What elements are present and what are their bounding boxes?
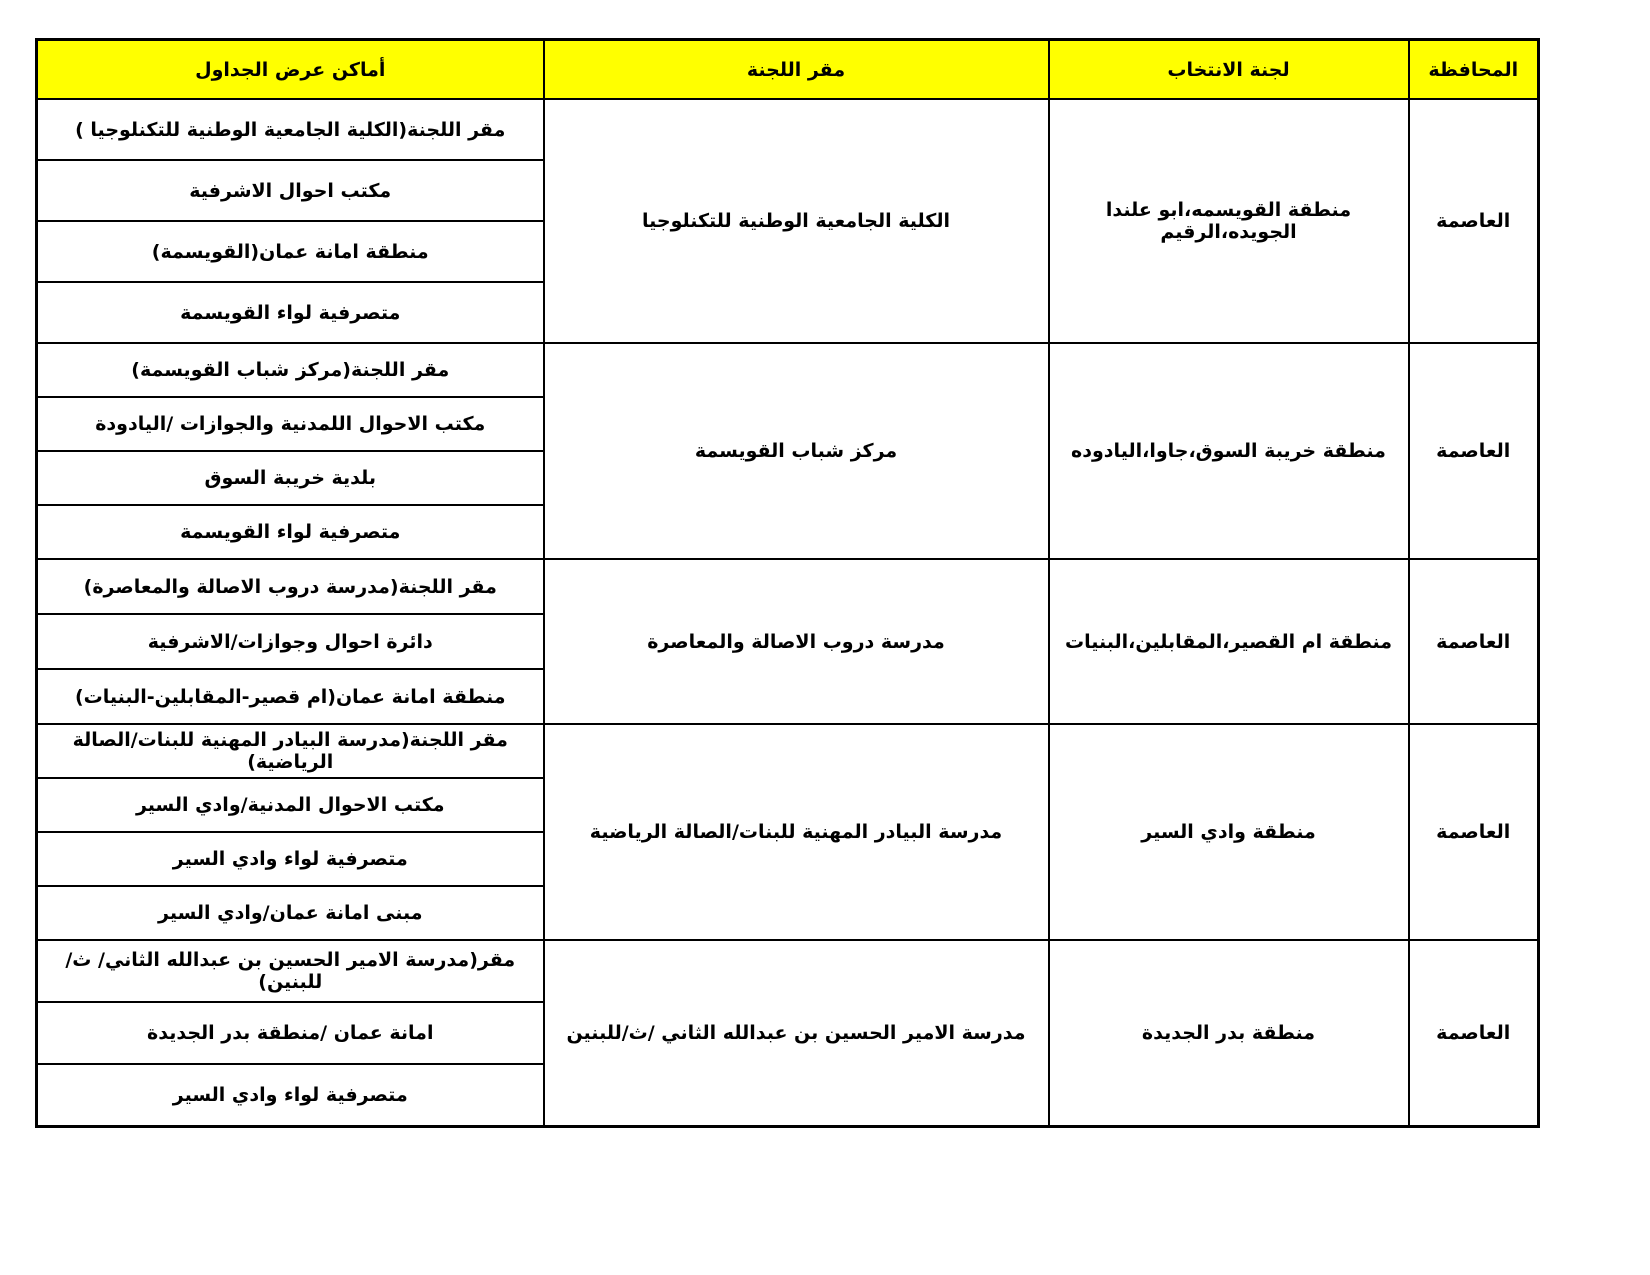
place-cell: مقر(مدرسة الامير الحسين بن عبدالله الثاني/ ث/للبنين) <box>37 940 544 1002</box>
committee-cell: منطقة وادي السير <box>1049 724 1409 940</box>
place-cell: دائرة احوال وجوازات/الاشرفية <box>37 614 544 669</box>
place-cell: مقر اللجنة(الكلية الجامعية الوطنية للتكنلوجيا ) <box>37 99 544 160</box>
header-governorate: المحافظة <box>1409 40 1539 100</box>
place-cell: بلدية خريبة السوق <box>37 451 544 505</box>
header-places: أماكن عرض الجداول <box>37 40 544 100</box>
place-cell: مقر اللجنة(مركز شباب القويسمة) <box>37 343 544 397</box>
table-row <box>37 343 1539 397</box>
header-committee: لجنة الانتخاب <box>1049 40 1409 100</box>
committee-cell: منطقة بدر الجديدة <box>1049 940 1409 1126</box>
place-cell: مقر اللجنة(مدرسة البيادر المهنية للبنات/الصالة الرياضية) <box>37 724 544 778</box>
place-cell: متصرفية لواء وادي السير <box>37 1064 544 1126</box>
governorate-cell: العاصمة <box>1409 559 1539 724</box>
election-schedule-table <box>35 38 1540 1128</box>
committee-cell: منطقة ام القصير،المقابلين،البنيات <box>1049 559 1409 724</box>
place-cell: مقر اللجنة(مدرسة دروب الاصالة والمعاصرة) <box>37 559 544 614</box>
hq-cell: مدرسة الامير الحسين بن عبدالله الثاني /ث/للبنين <box>544 940 1049 1126</box>
place-cell: متصرفية لواء القويسمة <box>37 282 544 343</box>
place-cell: مكتب الاحوال اللمدنية والجوازات /اليادودة <box>37 397 544 451</box>
place-cell: متصرفية لواء وادي السير <box>37 832 544 886</box>
table-row <box>37 559 1539 614</box>
place-cell: منطقة امانة عمان(ام قصير-المقابلين-البنيات) <box>37 669 544 724</box>
hq-cell: مدرسة دروب الاصالة والمعاصرة <box>544 559 1049 724</box>
header-row <box>37 40 1539 100</box>
governorate-cell: العاصمة <box>1409 343 1539 559</box>
hq-cell: مدرسة البيادر المهنية للبنات/الصالة الرياضية <box>544 724 1049 940</box>
governorate-cell: العاصمة <box>1409 724 1539 940</box>
header-hq: مقر اللجنة <box>544 40 1049 100</box>
hq-cell: الكلية الجامعية الوطنية للتكنلوجيا <box>544 99 1049 343</box>
place-cell: منطقة امانة عمان(القويسمة) <box>37 221 544 282</box>
committee-cell: منطقة القويسمه،ابو علندا الجويده،الرقيم <box>1049 99 1409 343</box>
place-cell: متصرفية لواء القويسمة <box>37 505 544 559</box>
place-cell: مبنى امانة عمان/وادي السير <box>37 886 544 940</box>
hq-cell: مركز شباب القويسمة <box>544 343 1049 559</box>
table-row <box>37 99 1539 160</box>
place-cell: امانة عمان /منطقة بدر الجديدة <box>37 1002 544 1064</box>
table-row <box>37 724 1539 778</box>
place-cell: مكتب احوال الاشرفية <box>37 160 544 221</box>
table-row <box>37 940 1539 1002</box>
governorate-cell: العاصمة <box>1409 940 1539 1126</box>
place-cell: مكتب الاحوال المدنية/وادي السير <box>37 778 544 832</box>
committee-cell: منطقة خريبة السوق،جاوا،اليادوده <box>1049 343 1409 559</box>
governorate-cell: العاصمة <box>1409 99 1539 343</box>
